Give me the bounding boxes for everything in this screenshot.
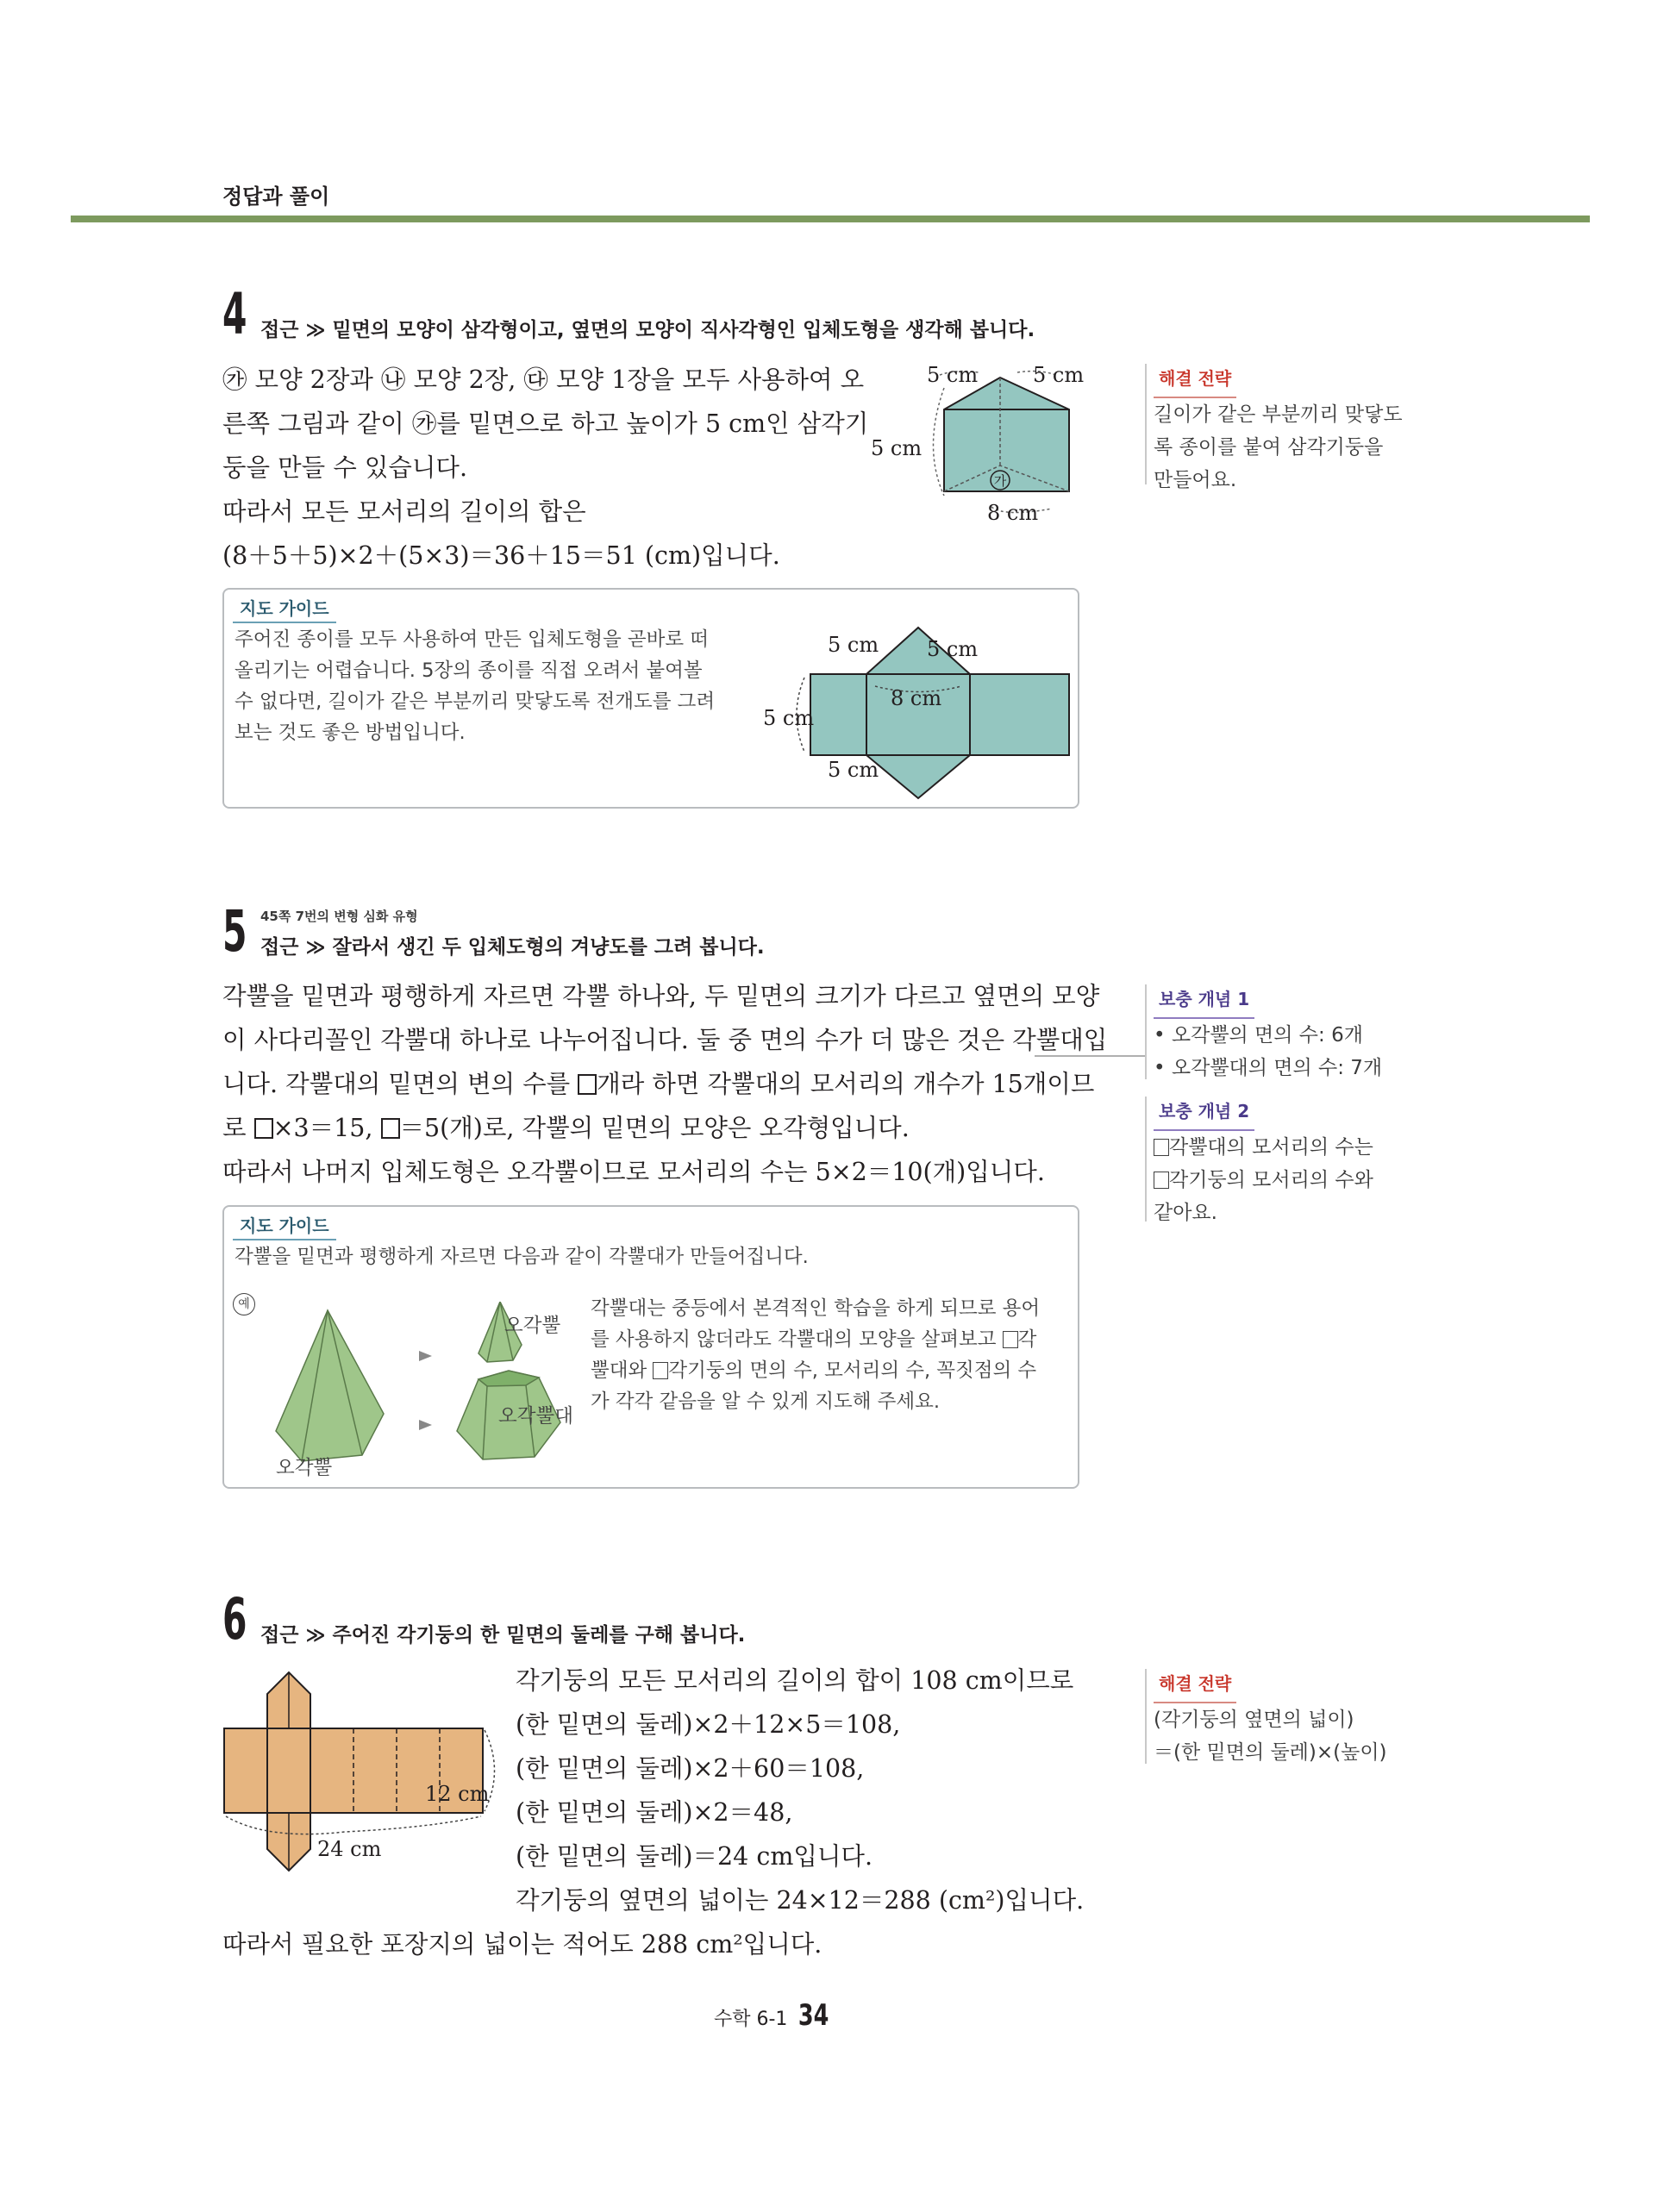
strategy-label: 해결 전략 [1154, 1667, 1236, 1703]
guide-line-4: 가 각각 같음을 알 수 있게 지도해 주세요. [591, 1390, 940, 1413]
blank-box [653, 1362, 668, 1379]
q6-line-2: (한 밑면의 둘레)×2＋12×5＝108, [516, 1710, 901, 1739]
footer-subject: 수학 6-1 [714, 2009, 788, 2030]
approach-arrow: ≫ [305, 937, 326, 959]
q4-solution [222, 358, 868, 578]
q5-approach [260, 931, 765, 959]
q4-side-note [1145, 362, 1455, 497]
hexagonal-prism-net-figure [216, 1668, 500, 1892]
pyramid-body [276, 1310, 384, 1461]
q5-concept-1 [1145, 983, 1473, 1084]
q6-line-4: (한 밑면의 둘레)×2＝48, [516, 1798, 793, 1827]
q4-line-5: (8＋5＋5)×2＋(5×3)＝36＋15＝51 (cm)입니다. [222, 541, 780, 570]
q6-line-6: 각기둥의 옆면의 넓이는 24×12＝288 (cm²)입니다. [516, 1886, 1085, 1915]
width-arc [226, 1816, 481, 1834]
q5-line-2: 이 사다리꼴인 각뿔대 하나로 나누어집니다. 둘 중 면의 수가 더 많은 것은 각뿔대입 [222, 1026, 1108, 1054]
approach-arrow: ≫ [305, 1625, 326, 1647]
guide-line-4: 보는 것도 좋은 방법입니다. [235, 722, 466, 744]
side-bar [1145, 364, 1147, 484]
net-label-middle: 8 cm [891, 686, 942, 710]
label-top-left: 5 cm [927, 363, 979, 387]
concept-label-2: 보충 개념 2 [1154, 1095, 1254, 1131]
q6-line-1: 각기둥의 모든 모서리의 길이의 합이 108 cm이므로 [516, 1666, 1074, 1695]
header-rule [71, 216, 1590, 222]
blank-box [1003, 1331, 1018, 1348]
q4-line-4: 따라서 모든 모서리의 길이의 합은 [222, 497, 586, 526]
guide-line-2 [591, 1324, 1073, 1355]
q4-approach [260, 314, 1035, 342]
strategy-label: 해결 전략 [1154, 362, 1236, 398]
connector-line [1035, 1055, 1145, 1057]
guide-label: 지도 가이드 [233, 595, 336, 623]
pyramid-label: 오각뿔 [276, 1457, 333, 1479]
text: 개라 하면 각뿔대의 모서리의 개수가 15개이므 [597, 1070, 1095, 1098]
text: ×3＝15, [272, 1114, 381, 1142]
concept-1-line-1: • 오각뿔의 면의 수: 6개 [1154, 1024, 1363, 1047]
question-number-5: 5 [222, 898, 247, 965]
concept-2-line-2 [1154, 1164, 1473, 1197]
q4-line-1: ㉮ 모양 2장과 ㉯ 모양 2장, ㉰ 모양 1장을 모두 사용하여 오 [222, 366, 865, 394]
q6-conclusion: 따라서 필요한 포장지의 넓이는 적어도 288 cm²입니다. [222, 1930, 822, 1959]
strategy-line-2: 록 종이를 붙여 삼각기둥을 [1154, 436, 1384, 459]
page-footer [714, 1998, 835, 2033]
side-bar [1145, 1669, 1147, 1764]
mark-ga: 가 [993, 473, 1007, 489]
net-label-top-right: 5 cm [927, 637, 979, 661]
guide-line-3: 수 없다면, 길이가 같은 부분끼리 맞닿도록 전개도를 그려 [235, 690, 716, 713]
strategy-line-2: ＝(한 밑면의 둘레)×(높이) [1154, 1741, 1387, 1764]
example-mark: 예 [233, 1293, 255, 1315]
q5-line-5: 따라서 나머지 입체도형은 오각뿔이므로 모서리의 수는 5×2＝10(개)입니다. [222, 1158, 1045, 1186]
approach-arrow: ≫ [305, 320, 326, 341]
blank-box [254, 1118, 273, 1139]
strategy-line-1: 길이가 같은 부분끼리 맞닿도 [1154, 403, 1403, 426]
text: 니다. 각뿔대의 밑면의 변의 수를 [222, 1070, 579, 1098]
q6-line-3: (한 밑면의 둘레)×2＋60＝108, [516, 1754, 865, 1783]
frustum-label: 오각뿔대 [498, 1405, 573, 1428]
label-height: 12 cm [425, 1782, 490, 1806]
q5-source: 45쪽 7번의 변형 심화 유형 [260, 909, 418, 924]
text: 뿔대와 [591, 1359, 654, 1382]
blank-box [578, 1074, 597, 1095]
text: 각 [1017, 1328, 1037, 1351]
approach-label: 접근 [260, 1624, 299, 1647]
label-width: 24 cm [317, 1837, 382, 1861]
side-arc [934, 388, 945, 496]
q6-side-note [1145, 1667, 1473, 1769]
net-label-top-left: 5 cm [828, 633, 879, 657]
text: 각뿔대의 모서리의 수는 [1169, 1136, 1373, 1159]
arrow-icon [419, 1420, 432, 1430]
approach-text: 밑면의 모양이 삼각형이고, 옆면의 모양이 직사각형인 입체도형을 생각해 봅니다. [332, 319, 1035, 341]
strategy-line-1: (각기둥의 옆면의 넓이) [1154, 1709, 1354, 1731]
q5-line-4 [222, 1106, 1085, 1150]
guide-intro: 각뿔을 밑면과 평행하게 자르면 다음과 같이 각뿔대가 만들어집니다. [235, 1246, 809, 1268]
prism-net-figure [763, 609, 1073, 803]
text: 각기둥의 모서리의 수와 [1169, 1169, 1373, 1191]
small-pyramid-label: 오각뿔 [504, 1315, 561, 1337]
approach-label: 접근 [260, 319, 299, 341]
text: 를 사용하지 않더라도 각뿔대의 모양을 살펴보고 [591, 1328, 1003, 1351]
q4-guide-box [222, 588, 1079, 809]
q6-solution [516, 1659, 1084, 1922]
concept-2-line-3: 같아요. [1154, 1202, 1217, 1224]
blank-box [1154, 1139, 1169, 1156]
arrow-icon [419, 1351, 432, 1361]
approach-text: 주어진 각기둥의 한 밑면의 둘레를 구해 봅니다. [332, 1624, 746, 1647]
triangular-prism-figure [871, 353, 1104, 526]
q5-solution [222, 974, 1108, 1194]
q6-approach [260, 1619, 745, 1647]
page-header-title: 정답과 풀이 [222, 184, 330, 209]
q5-guide-box [222, 1205, 1079, 1489]
question-number-4: 4 [222, 281, 247, 347]
label-top-right: 5 cm [1033, 363, 1085, 387]
label-side: 5 cm [871, 436, 923, 460]
blank-box [1154, 1172, 1169, 1189]
q5-guide-text [591, 1293, 1073, 1417]
side-bar [1145, 1097, 1147, 1222]
approach-text: 잘라서 생긴 두 입체도형의 겨냥도를 그려 봅니다. [332, 936, 765, 959]
net-bottom-triangle [866, 755, 970, 798]
q5-concept-2 [1145, 1095, 1473, 1229]
q5-line-3 [222, 1062, 1095, 1106]
guide-line-2: 올리기는 어렵습니다. 5장의 종이를 직접 오려서 붙여볼 [235, 659, 703, 682]
q5-line-1: 각뿔을 밑면과 평행하게 자르면 각뿔 하나와, 두 밑면의 크기가 다르고 옆면의 모양 [222, 982, 1100, 1010]
q4-line-3: 둥을 만들 수 있습니다. [222, 453, 468, 482]
approach-label: 접근 [260, 936, 299, 959]
strategy-line-3: 만들어요. [1154, 469, 1237, 491]
text: 각기둥의 면의 수, 모서리의 수, 꼭짓점의 수 [668, 1359, 1037, 1382]
q4-guide-text [235, 624, 769, 748]
prism-body [944, 378, 1069, 491]
page-number: 34 [798, 1998, 829, 2033]
guide-line-3 [591, 1355, 1073, 1386]
side-bar [1145, 984, 1147, 1079]
net-label-left: 5 cm [763, 706, 815, 730]
guide-line-1: 주어진 종이를 모두 사용하여 만든 입체도형을 곧바로 떠 [235, 628, 709, 651]
blank-box [381, 1118, 400, 1139]
concept-label-1: 보충 개념 1 [1154, 983, 1254, 1019]
concept-1-line-2: • 오각뿔대의 면의 수: 7개 [1154, 1057, 1383, 1079]
concept-2-line-1 [1154, 1131, 1473, 1164]
label-bottom: 8 cm [987, 501, 1039, 525]
net-label-bottom: 5 cm [828, 758, 879, 782]
guide-label: 지도 가이드 [233, 1212, 336, 1240]
text: ＝5(개)로, 각뿔의 밑면의 모양은 오각형입니다. [399, 1114, 910, 1142]
q4-line-2: 른쪽 그림과 같이 ㉮를 밑면으로 하고 높이가 5 cm인 삼각기 [222, 409, 869, 438]
question-number-6: 6 [222, 1586, 247, 1653]
q6-line-5: (한 밑면의 둘레)＝24 cm입니다. [516, 1842, 873, 1871]
guide-line-1: 각뿔대는 중등에서 본격적인 학습을 하게 되므로 용어 [591, 1297, 1041, 1320]
text: 로 [222, 1114, 254, 1142]
